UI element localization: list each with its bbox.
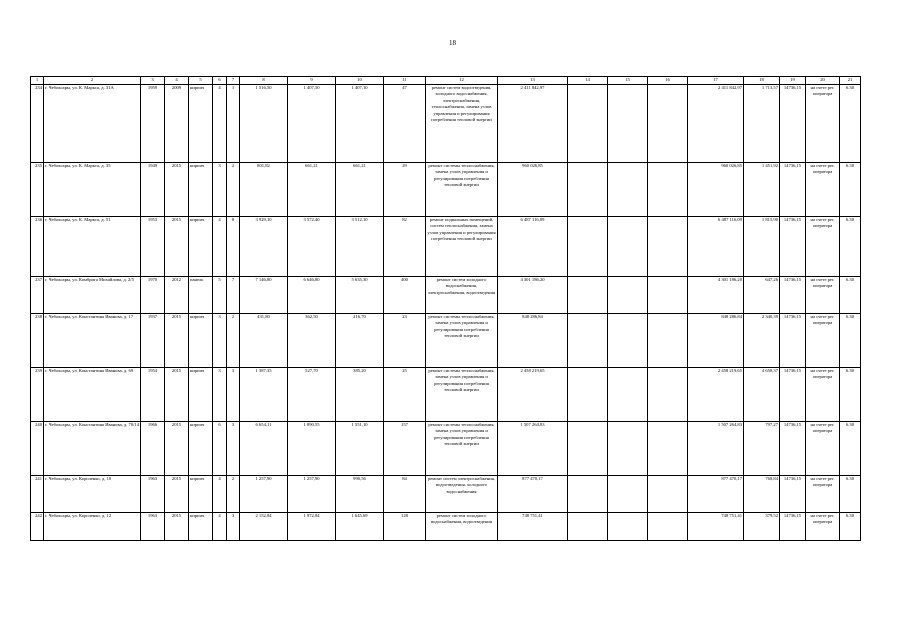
cell-c15 [608,422,648,476]
cell-c21: 6.30 [840,163,861,217]
cell-c15 [608,277,648,314]
cell-c4: 2015 [165,217,189,277]
column-number: 1 [31,77,44,85]
cell-c16 [648,368,688,422]
column-number: 14 [568,77,608,85]
cell-c21: 6.30 [840,368,861,422]
cell-c5: кирпич [189,85,213,163]
cell-num: 238 [31,314,44,368]
cell-c20: на счете рег. оператора [806,422,840,476]
column-number: 3 [141,77,165,85]
cell-c5: кирпич [189,314,213,368]
cell-c10: 1 407,10 [336,85,384,163]
cell-c17: 6 487 116,09 [688,217,744,277]
cell-c14 [568,163,608,217]
cell-c3: 1963 [141,476,165,513]
column-number: 21 [840,77,861,85]
cell-c18: 2 340,39 [744,314,780,368]
cell-c11: 23 [384,314,426,368]
cell-c14 [568,217,608,277]
table-row [31,368,861,422]
cell-c18: 647,26 [744,277,780,314]
column-number: 16 [648,77,688,85]
cell-c8: 6 654,11 [240,422,288,476]
cell-c8: 7 146,80 [240,277,288,314]
cell-c3: 1953 [141,217,165,277]
cell-c5: кирпич [189,422,213,476]
cell-c20: на счете рег. оператора [806,513,840,541]
cell-c5: кирпич [189,368,213,422]
cell-c20: на счете рег. оператора [806,85,840,163]
column-number: 17 [688,77,744,85]
cell-num: 241 [31,476,44,513]
cell-c13: 6 487 116,09 [498,217,568,277]
cell-c4: 2015 [165,476,189,513]
cell-c11: 84 [384,476,426,513]
cell-c14 [568,85,608,163]
cell-c12: ремонт системы теплоснабжения, замена узлов управления и регулирования потребления тепловой энергии [426,368,498,422]
cell-c13: 2 458 219,65 [498,368,568,422]
cell-address: г. Чебоксары, ул. Константина Иванова, д. 17 [44,314,141,368]
table-row [31,277,861,314]
table-row [31,513,861,541]
cell-address: г. Чебоксары, ул. Константина Иванова, д. 69 [44,368,141,422]
cell-c8: 2 152,84 [240,513,288,541]
cell-c18: 1 451,92 [744,163,780,217]
table-row [31,85,861,163]
cell-c17: 2 411 842,97 [688,85,744,163]
cell-c7: 3 [227,368,240,422]
cell-c17: 877 470,17 [688,476,744,513]
cell-c4: 2012 [165,277,189,314]
cell-c19: 14736,15 [780,163,806,217]
cell-num: 236 [31,217,44,277]
cell-c6: 3 [213,163,227,217]
cell-c13: 1 507 264,83 [498,422,568,476]
cell-c17: 2 458 219,65 [688,368,744,422]
cell-c9: 527,70 [288,368,336,422]
cell-c3: 1959 [141,85,165,163]
cell-c6: 6 [213,422,227,476]
cell-c19: 14736,15 [780,314,806,368]
cell-c13: 877 470,17 [498,476,568,513]
cell-c16 [648,314,688,368]
cell-c6: 3 [213,368,227,422]
cell-address: г. Чебоксары, ул. Константина Иванова, д. 70/14 [44,422,141,476]
cell-c5: кирпич [189,476,213,513]
cell-num: 234 [31,85,44,163]
cell-c14 [568,368,608,422]
cell-c7: 2 [227,476,240,513]
cell-c4: 2015 [165,368,189,422]
cell-c12: ремонт систем холодного водоснабжения, электроснабжения, водоотведения [426,277,498,314]
cell-address: г. Чебоксары, ул. Комбрига Михайлова, д. 2/5 [44,277,141,314]
cell-c6: 3 [213,314,227,368]
cell-c6: 4 [213,513,227,541]
cell-c3: 1954 [141,368,165,422]
cell-c7: 3 [227,422,240,476]
cell-c21: 6.30 [840,217,861,277]
cell-c8: 801,82 [240,163,288,217]
cell-c9: 3 572,40 [288,217,336,277]
cell-c6: 4 [213,217,227,277]
column-number: 4 [165,77,189,85]
cell-address: г. Чебоксары, ул. Короленко, д. 12 [44,513,141,541]
cell-c15 [608,513,648,541]
cell-c15 [608,217,648,277]
column-number: 19 [780,77,806,85]
cell-address: г. Чебоксары, ул. К. Маркса, д. 31А [44,85,141,163]
cell-c10: 990,56 [336,476,384,513]
column-number: 11 [384,77,426,85]
cell-c13: 960 026,85 [498,163,568,217]
cell-c7: 8 [227,217,240,277]
cell-c11: 82 [384,217,426,277]
cell-c10: 5 635,30 [336,277,384,314]
cell-c10: 1 551,10 [336,422,384,476]
cell-c11: 25 [384,368,426,422]
cell-c8: 1 257,90 [240,476,288,513]
column-number: 6 [213,77,227,85]
cell-c20: на счете рег. оператора [806,368,840,422]
cell-c16 [648,277,688,314]
cell-c12: ремонт системы теплоснабжения, замена узлов управления и регулирования потребления тепловой энергии [426,163,498,217]
cell-num: 235 [31,163,44,217]
cell-c13: 2 411 842,97 [498,85,568,163]
cell-c8: 1 516,50 [240,85,288,163]
cell-address: г. Чебоксары, ул. Короленко, д. 10 [44,476,141,513]
cell-c9: 6 646,80 [288,277,336,314]
cell-c3: 1966 [141,422,165,476]
column-number: 2 [44,77,141,85]
cell-c18: 768,84 [744,476,780,513]
cell-c3: 1963 [141,513,165,541]
cell-c21: 6.30 [840,314,861,368]
cell-c3: 1937 [141,314,165,368]
column-number: 20 [806,77,840,85]
cell-c20: на счете рег. оператора [806,163,840,217]
cell-num: 237 [31,277,44,314]
cell-c14 [568,513,608,541]
cell-c18: 1 815,90 [744,217,780,277]
cell-c15 [608,368,648,422]
cell-c6: 4 [213,476,227,513]
cell-c5: кирпич [189,217,213,277]
cell-c13: 748 751,41 [498,513,568,541]
cell-c16 [648,422,688,476]
cell-c11: 29 [384,163,426,217]
cell-c6: 4 [213,85,227,163]
cell-c19: 14736,15 [780,368,806,422]
table-row [31,217,861,277]
cell-c17: 4 301 186,20 [688,277,744,314]
column-number: 10 [336,77,384,85]
column-number-row [31,77,861,85]
cell-c20: на счете рег. оператора [806,277,840,314]
cell-c12: ремонт системы теплоснабжения, замена узлов управления и регулирования потребления тепловой энергии [426,422,498,476]
cell-c12: ремонт подвальных помещений, систем теплоснабжения, замена узлов управления и регулирования потребления тепловой энергии [426,217,498,277]
column-number: 5 [189,77,213,85]
cell-c20: на счете рег. оператора [806,314,840,368]
cell-c7: 2 [227,163,240,217]
cell-c10: 3 512,10 [336,217,384,277]
column-number: 8 [240,77,288,85]
cell-c10: 216,70 [336,314,384,368]
cell-c4: 2009 [165,85,189,163]
cell-c20: на счете рег. оператора [806,217,840,277]
cell-c15 [608,85,648,163]
cell-c11: 400 [384,277,426,314]
cell-c11: 128 [384,513,426,541]
cell-c19: 14736,15 [780,476,806,513]
cell-num: 239 [31,368,44,422]
cell-c6: 5 [213,277,227,314]
cell-c7: 1 [227,85,240,163]
cell-c7: 7 [227,277,240,314]
cell-c9: 661,21 [288,163,336,217]
cell-c10: 385,20 [336,368,384,422]
cell-c17: 960 026,85 [688,163,744,217]
cell-c14 [568,476,608,513]
cell-c9: 1 890,55 [288,422,336,476]
cell-c4: 2015 [165,163,189,217]
cell-c16 [648,476,688,513]
cell-c3: 1970 [141,277,165,314]
cell-address: г. Чебоксары, ул. К. Маркса, д. 51 [44,217,141,277]
cell-c14 [568,277,608,314]
cell-c10: 661,21 [336,163,384,217]
cell-c12: ремонт системы теплоснабжения, замена узлов управления и регулирования потребления тепловой энергии [426,314,498,368]
column-number: 13 [498,77,568,85]
cell-c21: 6.30 [840,277,861,314]
column-number: 18 [744,77,780,85]
cell-c17: 848 286,84 [688,314,744,368]
cell-c7: 2 [227,314,240,368]
cell-c9: 1 972,84 [288,513,336,541]
table-row [31,476,861,513]
column-number: 7 [227,77,240,85]
cell-c12: ремонт систем холодного водоснабжения, водоотведения [426,513,498,541]
cell-c15 [608,476,648,513]
cell-c15 [608,163,648,217]
cell-c16 [648,217,688,277]
cell-c17: 748 751,41 [688,513,744,541]
cell-c3: 1949 [141,163,165,217]
cell-c9: 362,50 [288,314,336,368]
cell-c10: 1 645,69 [336,513,384,541]
cell-c5: панель [189,277,213,314]
cell-c19: 14736,15 [780,513,806,541]
table-row [31,314,861,368]
cell-c4: 2015 [165,513,189,541]
cell-c18: 379,52 [744,513,780,541]
cell-c21: 6.30 [840,422,861,476]
cell-c8: 3 929,10 [240,217,288,277]
cell-c19: 14736,15 [780,85,806,163]
cell-c7: 3 [227,513,240,541]
table-row [31,163,861,217]
page-number: 18 [449,39,456,47]
cell-c19: 14736,15 [780,422,806,476]
cell-c4: 2015 [165,422,189,476]
cell-c9: 1 407,50 [288,85,336,163]
cell-c14 [568,314,608,368]
cell-c9: 1 257,90 [288,476,336,513]
column-number: 9 [288,77,336,85]
cell-c5: кирпич [189,513,213,541]
cell-c5: кирпич [189,163,213,217]
cell-c20: на счете рег. оператора [806,476,840,513]
cell-address: г. Чебоксары, ул. К. Маркса, д. 35 [44,163,141,217]
cell-c11: 47 [384,85,426,163]
cell-c21: 6.30 [840,85,861,163]
column-number: 12 [426,77,498,85]
cell-c8: 431,80 [240,314,288,368]
cell-c13: 4 301 186,20 [498,277,568,314]
cell-c13: 848 286,84 [498,314,568,368]
cell-num: 242 [31,513,44,541]
cell-c21: 6.30 [840,476,861,513]
cell-c16 [648,163,688,217]
cell-c11: 157 [384,422,426,476]
cell-c21: 6.30 [840,513,861,541]
cell-c19: 14736,15 [780,277,806,314]
cell-c16 [648,513,688,541]
cell-c12: ремонт систем водоотведения, холодного водоснабжения, электроснабжения, теплоснабжения, замена узлов управления и регулирования потребления тепловой энергии [426,85,498,163]
cell-c12: ремонт систем электроснабжения, водоотведения, холодного водоснабжения [426,476,498,513]
cell-num: 240 [31,422,44,476]
cell-c19: 14736,15 [780,217,806,277]
cell-c18: 4 658,37 [744,368,780,422]
column-number: 15 [608,77,648,85]
cell-c18: 797,27 [744,422,780,476]
table-row [31,422,861,476]
cell-c4: 2015 [165,314,189,368]
cell-c14 [568,422,608,476]
cell-c18: 1 713,57 [744,85,780,163]
cell-c15 [608,314,648,368]
cell-c17: 1 507 264,83 [688,422,744,476]
cell-c16 [648,85,688,163]
cell-c8: 1 387,35 [240,368,288,422]
capital-repair-table [30,76,861,541]
